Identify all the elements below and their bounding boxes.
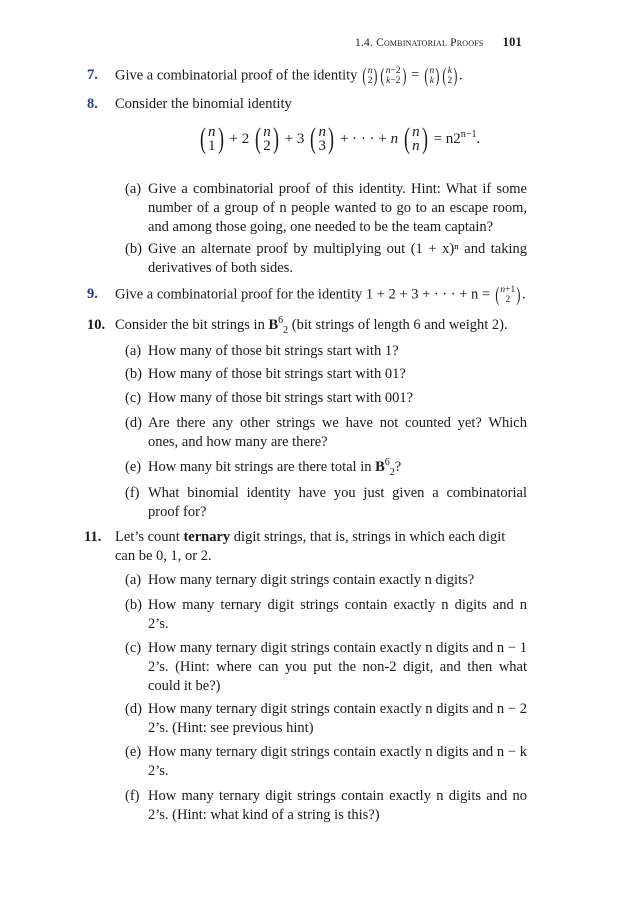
- exercise-11-part-e: (e) How many ternary digit strings contain exactly n digits and n − k 2’s.: [125, 744, 527, 779]
- section-title: 1.4. Combinatorial Proofs: [354, 37, 484, 49]
- exercise-10-part-d: (d) Are there any other strings we have not counted yet? Which ones, and how many are there?: [125, 415, 527, 450]
- exercise-text: Give a combinatorial proof of the identity: [115, 67, 358, 84]
- exercise-number: 9.: [87, 286, 98, 302]
- exercise-number: 8.: [87, 96, 98, 112]
- exercise-11-part-d: (d) How many ternary digit strings contain exactly n digits and n − 2 2’s. (Hint: see previous hint): [125, 701, 527, 736]
- exercise-8: [87, 95, 527, 114]
- page-number: 101: [502, 35, 522, 49]
- exercise-11-part-f: (f) How many ternary digit strings contain exactly n digits and no 2’s. (Hint: what kind of a string is this?): [125, 788, 527, 823]
- bitstring-set-symbol: $B^6_2$: [268, 315, 289, 336]
- running-header: [355, 33, 522, 53]
- exercise-10-part-b: (b) How many of those bit strings start with 01?: [125, 366, 406, 382]
- sum-binomial: ( n+1 2 ): [495, 284, 521, 306]
- exercise-11-part-a: (a) How many ternary digit strings contain exactly n digits?: [125, 572, 475, 588]
- exercise-text: Consider the binomial identity: [115, 96, 292, 112]
- exercise-9: 9. Give a combinatorial proof for the identity 1 + 2 + 3 + · · · + n = ( n+1 2 ) .: [87, 284, 526, 306]
- exercise-11-part-c: (c) How many ternary digit strings contain exactly n digits and n − 1 2’s. (Hint: where can you put the non-2 digit, and then what could it be?): [125, 640, 527, 694]
- exercise-8-part-b: (b) Give an alternate proof by multiplying out (1 + x)ⁿ and taking derivatives of both sides.: [125, 241, 527, 276]
- exercise-10: 10. Consider the bit strings in $B^6_2$ (bit strings of length 6 and weight 2).: [87, 315, 508, 336]
- exercise-number: 10.: [87, 317, 106, 333]
- exercise-8-part-a: (a) Give a combinatorial proof of this identity. Hint: What if some number of a group of n people wanted to go to an escape room, and among those going, one needed to be the team captain?: [125, 181, 527, 235]
- exercise-7: 7. Give a combinatorial proof of the identity ( n 2 ) ( n−2 k−2 ) = ( n k ) ( k 2 ) .: [87, 65, 463, 87]
- exercise-11-part-b: (b) How many ternary digit strings contain exactly n digits and n 2’s.: [125, 597, 527, 632]
- exercise-10-part-e: (e) How many bit strings are there total in $B^6_2$?: [125, 457, 402, 478]
- exercise-number: 11.: [84, 529, 102, 545]
- exercise-text: Give a combinatorial proof for the identity 1 + 2 + 3 + · · · + n =: [115, 286, 491, 303]
- exercise-10-part-c: (c) How many of those bit strings start with 001?: [125, 390, 414, 406]
- identity-formula: ( n 2 ) ( n−2 k−2 ) = ( n k ) ( k 2 ): [362, 65, 458, 87]
- exercise-number: 7.: [87, 67, 98, 83]
- binomial-identity-display: ( n 1 ) + 2 ( n 2 ) + 3 ( n 3 ) + · · · + n ( n n ) = $n2^{n-1}$.: [200, 122, 481, 155]
- exercise-11: 11. Let’s count ternary digit strings, that is, strings in which each digit can be 0, 1, or 2.: [84, 529, 506, 564]
- exercise-10-part-a: (a) How many of those bit strings start with 1?: [125, 343, 399, 359]
- exercise-10-part-f: (f) What binomial identity have you just given a combinatorial proof for?: [125, 485, 527, 520]
